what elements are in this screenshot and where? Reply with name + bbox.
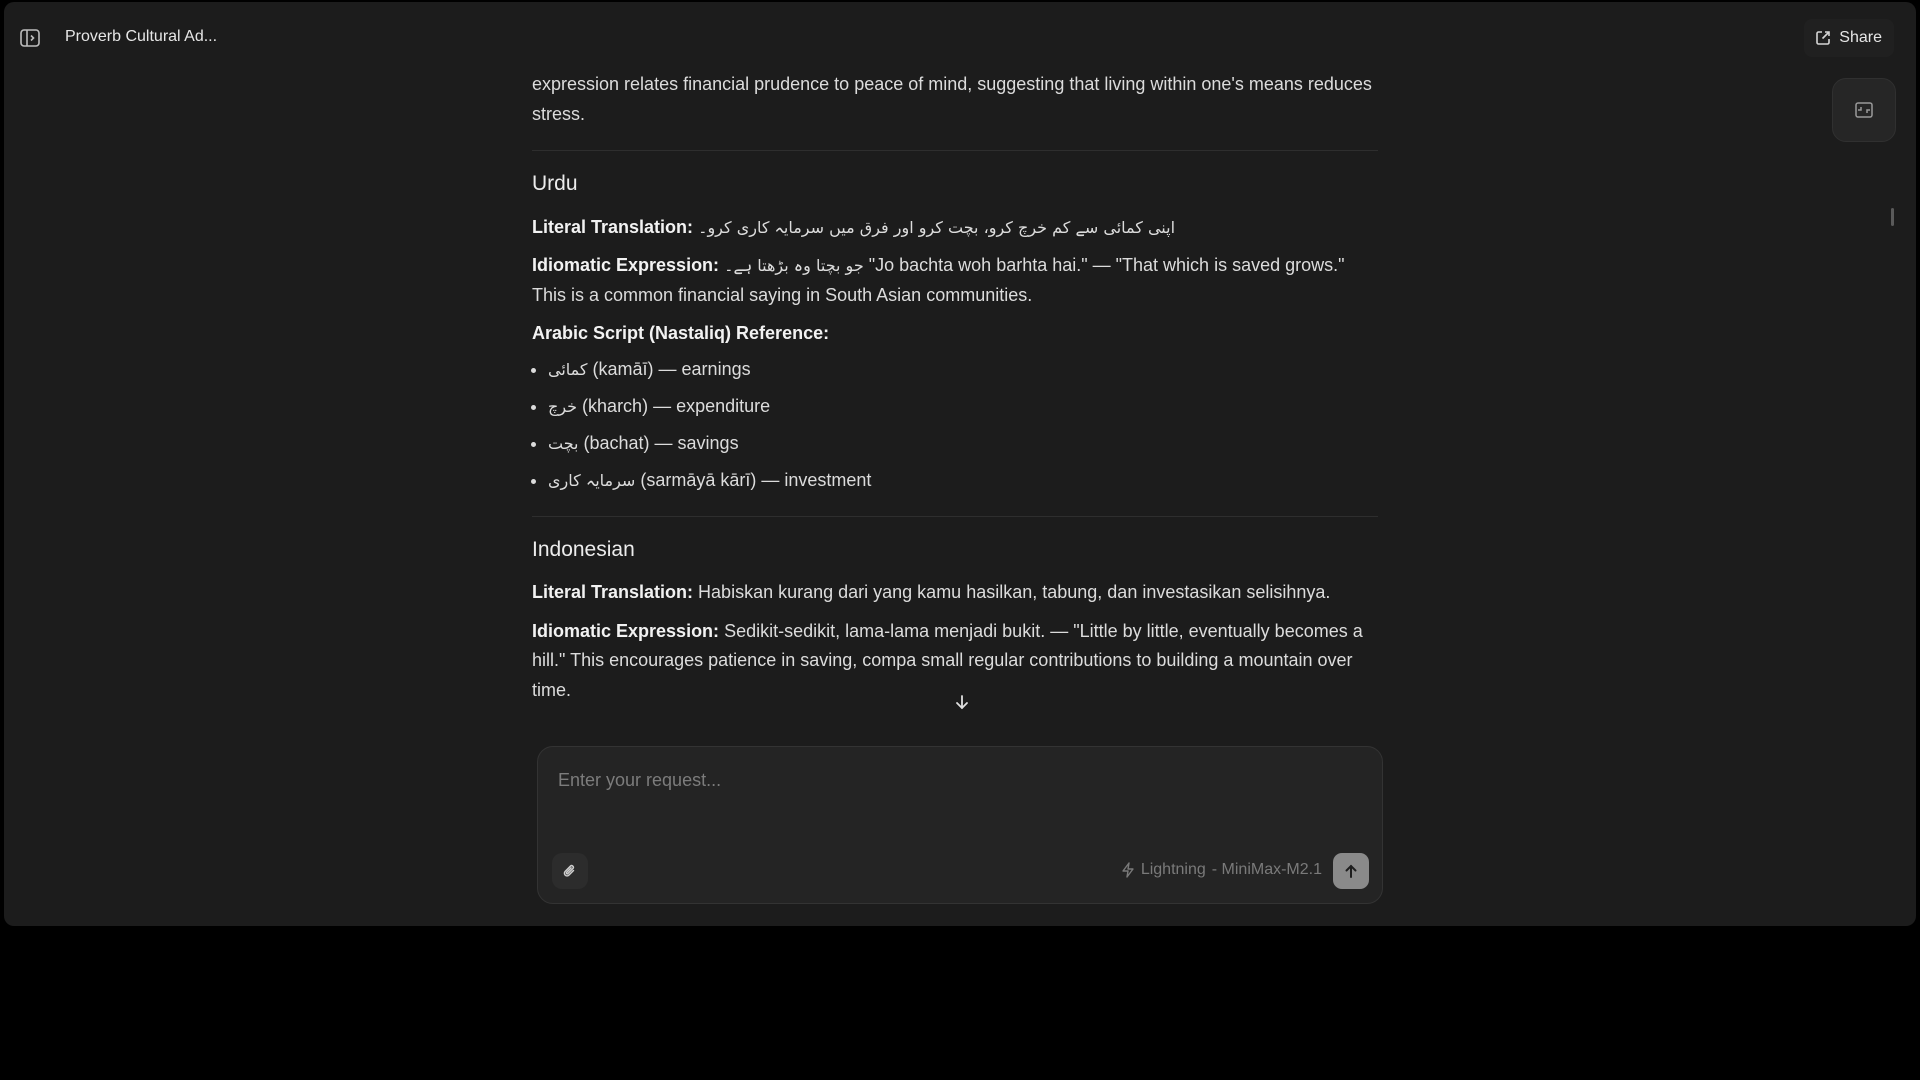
- message-composer: [537, 746, 1383, 904]
- arrow-down-icon: [953, 693, 971, 711]
- attach-button[interactable]: [552, 853, 588, 889]
- sidebar-toggle-button[interactable]: [16, 24, 44, 52]
- idiomatic-label: Idiomatic Expression:: [532, 255, 720, 275]
- model-selector[interactable]: [1121, 861, 1322, 879]
- urdu-idiomatic-expression: [532, 251, 1378, 310]
- lightning-icon: [1121, 862, 1135, 878]
- list-item: • سرمایہ کاری (sarmāyā kārī) — investment: [548, 462, 1378, 499]
- sidebar-toggle-icon: [19, 27, 41, 49]
- indonesian-idiomatic-text: Sedikit-sedikit, lama-lama menjadi bukit. — "Little by little, eventually becomes a hill." This encourages patience in saving, compa small regular contributions to building a mountain over time.: [532, 620, 1363, 700]
- preview-panel-button[interactable]: [1832, 78, 1896, 142]
- list-item: • بچت (bachat) — savings: [548, 425, 1378, 462]
- app-window: [4, 2, 1916, 926]
- request-input[interactable]: [556, 769, 1360, 792]
- scroll-to-bottom-button[interactable]: [944, 684, 980, 720]
- list-item: • خرچ (kharch) — expenditure: [548, 388, 1378, 425]
- intro-paragraph: expression relates financial prudence to peace of mind, suggesting that living within one's means reduces stress.: [532, 74, 1372, 124]
- collapse-preview-icon: [1853, 99, 1875, 121]
- top-bar: [4, 2, 1916, 70]
- literal-label: Literal Translation:: [532, 582, 694, 602]
- idiomatic-label: Idiomatic Expression:: [532, 620, 720, 641]
- reference-label: Arabic Script (Nastaliq) Reference:: [532, 323, 830, 343]
- indonesian-literal-text: Habiskan kurang dari yang kamu hasilkan, tabung, dan investasikan selisihnya.: [693, 582, 1331, 602]
- urdu-heading: Urdu: [532, 172, 578, 195]
- message-content: [532, 70, 1378, 705]
- literal-label: Literal Translation:: [532, 216, 694, 237]
- mode-label: Lightning: [1140, 861, 1206, 878]
- list-item: • کمائی (kamāī) — earnings: [548, 351, 1378, 388]
- indonesian-heading: Indonesian: [532, 537, 635, 561]
- conversation-title: Proverb Cultural Ad...: [65, 28, 218, 45]
- urdu-reference-list: [532, 351, 1378, 499]
- indonesian-literal-translation: [532, 578, 1378, 608]
- urdu-idiomatic-text: "Jo bachta woh barhta hai." — "That which is saved grows." This is a common financial saying in South Asian communities.: [532, 255, 1345, 305]
- arrow-up-icon: [1343, 863, 1359, 879]
- share-icon: [1814, 29, 1832, 47]
- urdu-literal-translation: [532, 213, 1378, 243]
- send-button[interactable]: [1333, 853, 1369, 889]
- scrollbar-thumb[interactable]: [1891, 208, 1894, 226]
- reference-heading: [532, 319, 1378, 349]
- urdu-literal-text: اپنی کمائی سے کم خرچ کرو، بچت کرو اور فرق میں سرمایہ کاری کرو۔: [698, 217, 1176, 237]
- share-label: Share: [1839, 29, 1882, 46]
- share-button[interactable]: [1804, 19, 1894, 57]
- urdu-idiomatic-script: جو بچتا وہ بڑھتا ہے۔: [724, 256, 864, 275]
- paperclip-icon: [562, 863, 578, 879]
- model-label: - MiniMax-M2.1: [1211, 861, 1322, 878]
